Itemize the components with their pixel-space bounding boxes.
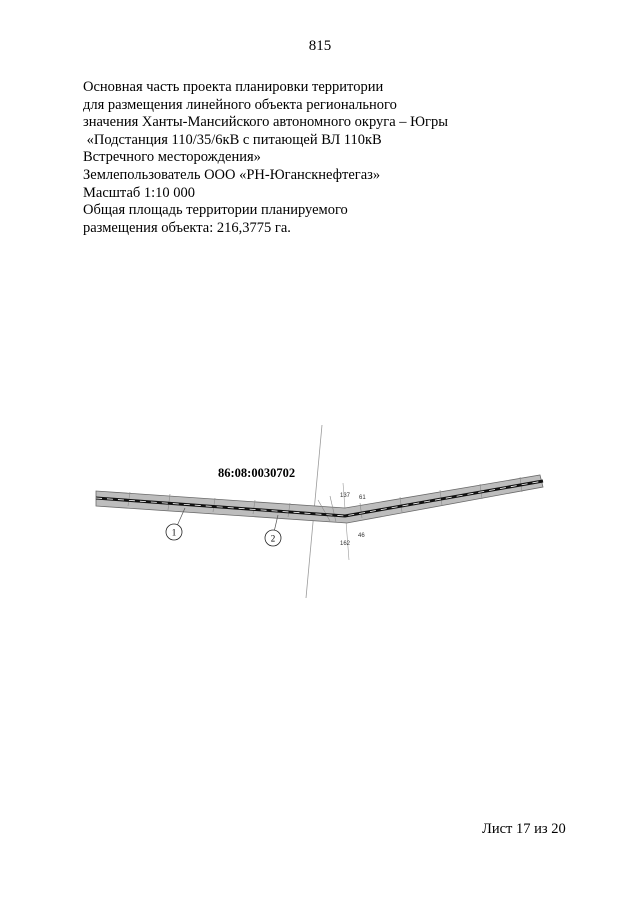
- point-label: 162: [340, 541, 351, 547]
- document-header: [83, 79, 543, 237]
- corridor-band: [96, 475, 543, 523]
- header-line: для размещения линейного объекта регионального: [83, 96, 397, 113]
- page-number: 815: [308, 38, 332, 54]
- marker-label: 1: [171, 527, 177, 538]
- header-line: Общая площадь территории планируемого: [83, 202, 348, 219]
- point-label: 137: [340, 493, 351, 499]
- cadastral-number: 86:08:0030702: [218, 466, 296, 480]
- planning-map: [0, 420, 640, 600]
- header-line: Землепользователь ООО «РН-Юганскнефтегаз»: [83, 166, 381, 183]
- marker-label: 2: [270, 533, 276, 544]
- header-line: Масштаб 1:10 000: [83, 184, 196, 201]
- point-label: 46: [358, 533, 365, 539]
- header-line: «Подстанция 110/35/6кВ с питающей ВЛ 110кВ: [83, 131, 382, 148]
- header-line: размещения объекта: 216,3775 га.: [83, 219, 291, 236]
- header-line: Встречного месторождения»: [83, 149, 261, 166]
- header-line: значения Ханты-Мансийского автономного округа – Югры: [83, 114, 448, 131]
- point-label: 61: [359, 495, 366, 501]
- header-line: Основная часть проекта планировки территории: [83, 79, 384, 95]
- sheet-number: Лист 17 из 20: [482, 821, 566, 837]
